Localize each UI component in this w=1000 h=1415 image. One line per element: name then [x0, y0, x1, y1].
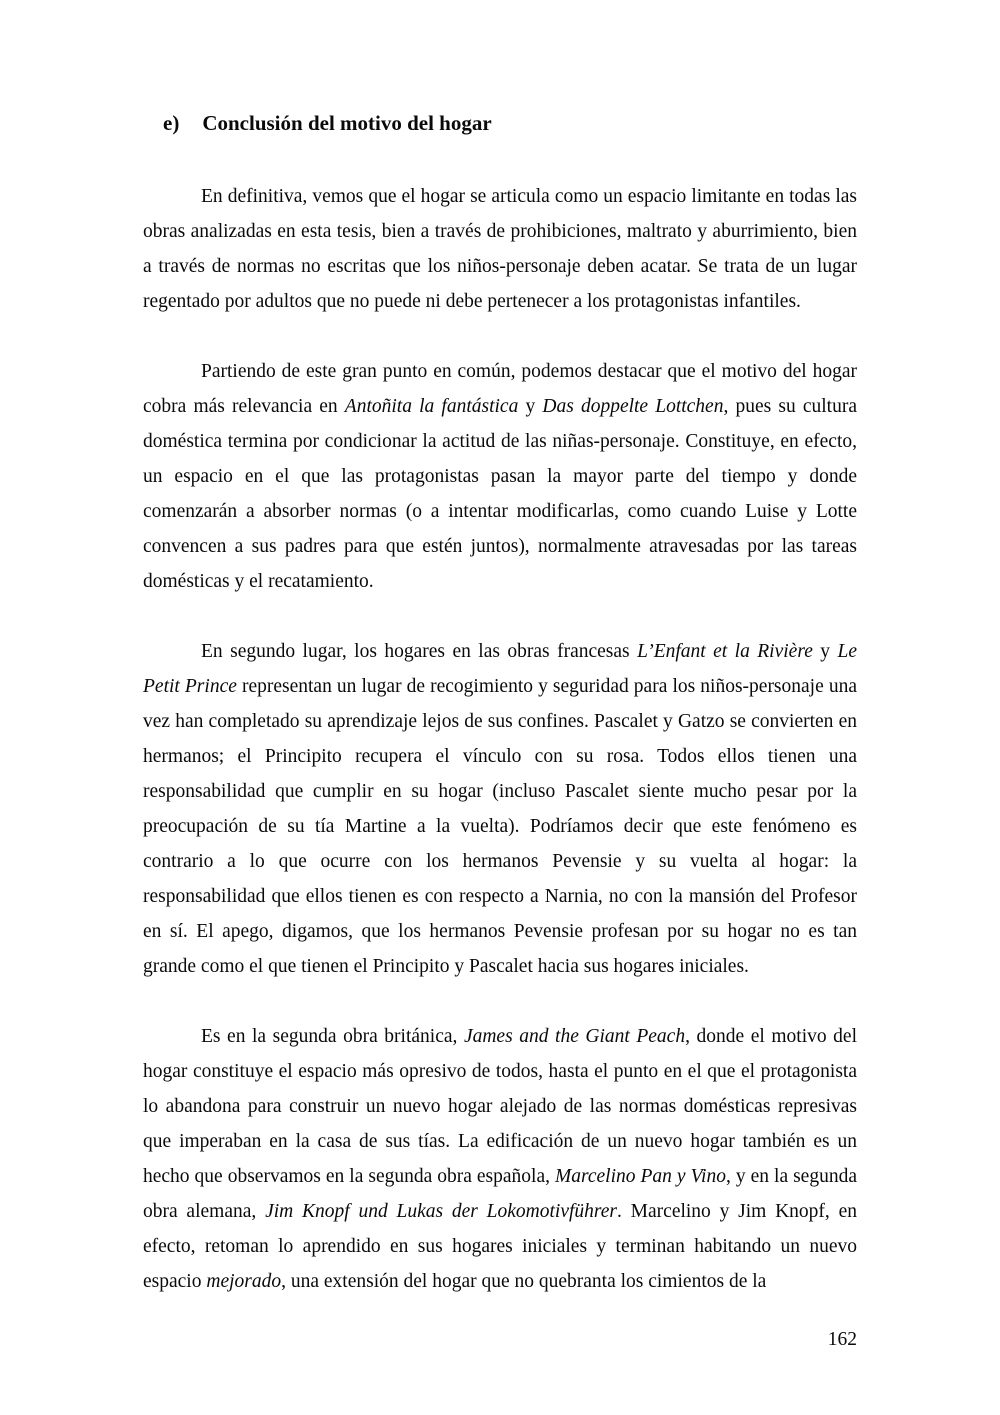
italic-text-run: Le Petit Prince: [143, 641, 858, 698]
italic-text-run: Antoñita la fantástica: [344, 396, 519, 418]
document-body: [143, 179, 857, 1299]
text-run: y: [812, 641, 838, 663]
paragraph: [143, 179, 857, 319]
paragraph: [143, 354, 857, 599]
section-heading-numbering: e): [163, 111, 180, 135]
text-run: . Marcelino y Jim Knopf, en efecto, retoman lo aprendido en sus hogares iniciales y terminan habitando un nuevo espacio: [143, 1201, 857, 1293]
italic-text-run: Jim Knopf und Lukas der Lokomotivführer: [265, 1201, 618, 1223]
text-run: Partiendo de este gran punto en común, podemos destacar que el motivo del hogar cobra más relevancia en: [143, 361, 857, 418]
italic-text-run: Marcelino Pan y Vino: [555, 1166, 726, 1188]
text-run: , y en la segunda obra alemana,: [143, 1166, 857, 1223]
section-heading: [163, 110, 857, 137]
italic-text-run: mejorado: [206, 1271, 282, 1293]
paragraph: [143, 634, 857, 984]
paragraph: [143, 1019, 857, 1299]
text-run: Es en la segunda obra británica,: [201, 1026, 464, 1048]
text-run: En segundo lugar, los hogares en las obras francesas: [201, 641, 638, 663]
section-heading-title: Conclusión del motivo del hogar: [202, 111, 492, 135]
text-run: representan un lugar de recogimiento y seguridad para los niños-personaje una vez han completado su aprendizaje lejos de sus confines. Pascalet y Gatzo se convierten en hermanos; el Principito recupera el vínculo con su rosa. Todos ellos tienen una responsabilidad que cumplir en su hogar (incluso Pascalet siente mucho pesar por la preocupación de su tía Martine a la vuelta). Podríamos decir que este fenómeno es contrario a lo que ocurre con los hermanos Pevensie y su vuelta al hogar: la responsabilidad que ellos tienen es con respecto a Narnia, no con la mansión del Profesor en sí. El apego, digamos, que los hermanos Pevensie profesan por su hogar no es tan grande como el que tienen el Principito y Pascalet hacia sus hogares iniciales.: [143, 676, 857, 978]
text-run: y: [518, 396, 543, 418]
page-number: 162: [827, 1329, 857, 1350]
italic-text-run: Das doppelte Lottchen: [542, 396, 724, 418]
text-run: , donde el motivo del hogar constituye el espacio más opresivo de todos, hasta el punto en el que el protagonista lo abandona para construir un nuevo hogar alejado de las normas domésticas represivas que imperaban en la casa de sus tías. La edificación de un nuevo hogar también es un hecho que observamos en la segunda obra española,: [143, 1026, 857, 1188]
text-run: En definitiva, vemos que el hogar se articula como un espacio limitante en todas las obras analizadas en esta tesis, bien a través de prohibiciones, maltrato y aburrimiento, bien a través de normas no escritas que los niños-personaje deben acatar. Se trata de un lugar regentado por adultos que no puede ni debe pertenecer a los protagonistas infantiles.: [143, 186, 857, 313]
italic-text-run: James and the Giant Peach: [463, 1026, 686, 1048]
text-run: , pues su cultura doméstica termina por condicionar la actitud de las niñas-personaje. Constituye, en efecto, un espacio en el que las protagonistas pasan la mayor parte del tiempo y donde comenzarán a absorber normas (o a intentar modificarlas, como cuando Luise y Lotte convencen a sus padres para que estén juntos), normalmente atravesadas por las tareas domésticas y el recatamiento.: [143, 396, 857, 593]
italic-text-run: L’Enfant et la Rivière: [637, 641, 813, 663]
text-run: , una extensión del hogar que no quebranta los cimientos de la: [281, 1271, 767, 1293]
